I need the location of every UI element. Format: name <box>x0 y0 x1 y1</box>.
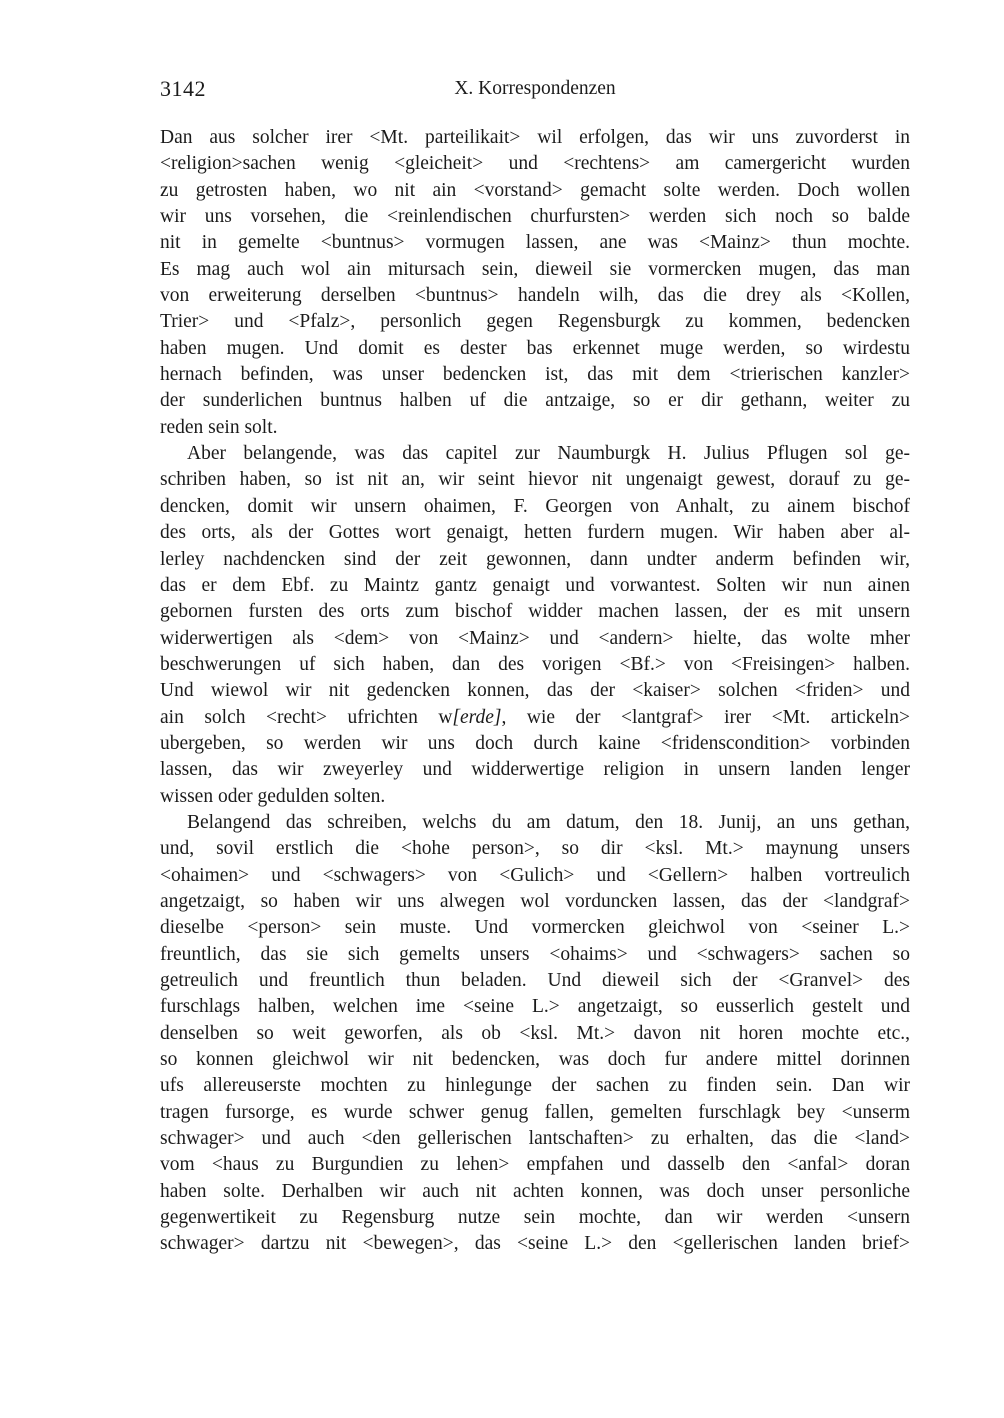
text-line <box>160 836 910 862</box>
text-line <box>160 1073 910 1099</box>
text-segment: Es mag auch wol ain mitursach sein, dieweil sie vormercken mugen, das man <box>160 258 910 280</box>
text-segment: lassen, das wir zweyerley und widderwertige religion in unsern landen lenger <box>160 759 910 781</box>
text-line <box>160 441 910 467</box>
text-segment: ufs allereuserste mochten zu hinlegunge der sachen zu finden sein. Dan wir <box>160 1075 910 1097</box>
text-line <box>160 757 910 783</box>
text-segment: zu getrosten haben, wo nit ain <vorstand> gemacht solte werden. Doch wollen <box>160 179 910 201</box>
text-line <box>160 125 910 151</box>
text-line <box>160 362 910 388</box>
text-line <box>160 1047 910 1073</box>
text-segment: gegenwertikeit zu Regensburg nutze sein mochte, dan wir werden <unsern <box>160 1207 910 1229</box>
running-title: X. Korrespondenzen <box>454 78 616 99</box>
text-segment: schriben haben, so ist nit an, wir seint hievor nit ungenaigt gewest, dorauf zu ge- <box>160 469 910 491</box>
text-segment: getreulich und freuntlich thun beladen. Und dieweil sich der <Granvel> des <box>160 970 910 991</box>
page-body <box>160 125 910 1258</box>
text-line <box>160 678 910 704</box>
text-line <box>160 1179 910 1205</box>
text-segment: der sunderlichen buntnus halben uf die antzaige, so er dir gethann, weiter zu <box>160 390 910 412</box>
text-line <box>160 415 910 441</box>
text-line <box>160 731 910 757</box>
text-block <box>160 76 910 1258</box>
text-line <box>160 388 910 414</box>
text-line <box>160 652 910 678</box>
text-segment: Dan aus solcher irer <Mt. parteilikait> wil erfolgen, das wir uns zuvorderst in <box>160 127 910 148</box>
text-segment: haben mugen. Und domit es dester bas erkennet muge werden, so wirdestu <box>160 337 910 359</box>
text-line <box>160 230 910 256</box>
text-line <box>160 889 910 915</box>
text-line <box>160 309 910 335</box>
text-line <box>160 1152 910 1178</box>
text-segment: <ohaimen> und <schwagers> von <Gulich> und <Gellern> halben vortreulich <box>160 864 910 886</box>
text-segment: nit in gemelte <buntnus> vormugen lassen, ane was <Mainz> thun mochte. <box>160 232 910 254</box>
text-segment: freuntlich, das sie sich gemelts unsers <ohaims> und <schwagers> sachen so <box>160 943 910 965</box>
text-segment: das er dem Ebf. zu Maintz gantz genaigt und vorwantest. Solten wir nun ainen <box>160 574 910 596</box>
text-segment: beschwerungen uf sich haben, dan des vorigen <Bf.> von <Freisingen> halben. <box>160 653 910 675</box>
text-line <box>160 1021 910 1047</box>
text-line <box>160 547 910 573</box>
text-segment: furschlags halben, welchen ime <seine L.> angetzaigt, so eusserlich gestelt und <box>160 996 910 1018</box>
text-line <box>160 599 910 625</box>
text-line <box>160 968 910 994</box>
text-line <box>160 151 910 177</box>
text-segment: angetzaigt, so haben wir uns alwegen wol vorduncken lassen, das der <landgraf> <box>160 890 910 912</box>
text-segment: von erweiterung derselben <buntnus> handeln wilh, das die drey als <Kollen, <box>160 285 910 307</box>
text-segment-italic: [erde] <box>452 706 502 728</box>
text-line <box>160 467 910 493</box>
text-line <box>160 1205 910 1231</box>
text-segment: und, sovil erstlich die <hohe person>, so dir <ksl. Mt.> maynung unsers <box>160 838 910 860</box>
text-segment: dieselbe <person> sein muste. Und vormercken gleichwol von <seiner L.> <box>160 917 910 939</box>
text-segment: <religion>sachen wenig <gleicheit> und <rechtens> am camergericht wurden <box>160 153 910 175</box>
text-line <box>160 257 910 283</box>
text-segment: widerwertigen als <dem> von <Mainz> und <andern> hielte, das wolte mher <box>160 627 910 649</box>
text-line <box>160 784 910 810</box>
text-line <box>160 810 910 836</box>
text-segment: , wie der <lantgraf> irer <Mt. artickeln> <box>501 706 910 728</box>
text-line <box>160 994 910 1020</box>
text-line <box>160 915 910 941</box>
text-segment: gebornen fursten des orts zum bischof widder machen lassen, der es mit unsern <box>160 601 910 623</box>
text-segment: hernach befinden, was unser bedencken ist, das mit dem <trierischen kanzler> <box>160 364 910 386</box>
text-line <box>160 336 910 362</box>
page-number: 3142 <box>160 76 206 101</box>
text-segment: Und wiewol wir nit gedencken konnen, das der <kaiser> solchen <friden> und <box>160 680 910 702</box>
text-segment: wissen oder gedulden solten. <box>160 785 386 807</box>
text-segment: Aber belangende, was das capitel zur Naumburgk H. Julius Pflugen sol ge- <box>187 443 910 465</box>
text-line <box>160 178 910 204</box>
text-segment: wir uns vorsehen, die <reinlendischen churfursten> werden sich noch so balde <box>160 206 910 228</box>
text-segment: Belangend das schreiben, welchs du am datum, den 18. Junij, an uns gethan, <box>187 811 910 833</box>
text-line <box>160 1100 910 1126</box>
page-header <box>160 76 910 102</box>
text-segment: dencken, domit wir unsern ohaimen, F. Georgen von Anhalt, zu ainem bischof <box>160 495 910 517</box>
text-line <box>160 942 910 968</box>
text-line <box>160 283 910 309</box>
text-segment: tragen fursorge, es wurde schwer genug fallen, gemelten furschlagk bey <unserm <box>160 1101 910 1123</box>
text-line <box>160 573 910 599</box>
text-segment: haben solte. Derhalben wir auch nit achten konnen, was doch unser personliche <box>160 1180 910 1202</box>
text-line <box>160 1126 910 1152</box>
text-segment: reden sein solt. <box>160 416 278 438</box>
text-segment: ain solch <recht> ufrichten w <box>160 706 453 728</box>
text-line <box>160 204 910 230</box>
text-line <box>160 520 910 546</box>
text-line <box>160 863 910 889</box>
text-segment: Trier> und <Pfalz>, personlich gegen Regensburgk zu kommen, bedencken <box>160 311 910 333</box>
text-line <box>160 705 910 731</box>
text-segment: vom <haus zu Burgundien zu lehen> empfahen und dasselb den <anfal> doran <box>160 1154 910 1176</box>
text-line <box>160 626 910 652</box>
text-segment: schwager> dartzu nit <bewegen>, das <seine L.> den <gellerischen landen brief> <box>160 1233 910 1255</box>
text-segment: lerley nachdencken sind der zeit gewonnen, dann undter anderm befinden wir, <box>160 548 910 570</box>
text-segment: schwager> und auch <den gellerischen lantschaften> zu erhalten, das die <land> <box>160 1128 910 1150</box>
text-line <box>160 1231 910 1257</box>
text-line <box>160 494 910 520</box>
text-segment: des orts, als der Gottes wort genaigt, hetten furdern mugen. Wir haben aber al- <box>160 522 910 544</box>
text-segment: so konnen gleichwol wir nit bedencken, was doch fur andere mittel dorinnen <box>160 1049 910 1071</box>
text-segment: denselben so weit geworfen, als ob <ksl. Mt.> davon nit horen mochte etc., <box>160 1022 910 1044</box>
text-segment: ubergeben, so werden wir uns doch durch kaine <fridenscondition> vorbinden <box>160 732 910 754</box>
